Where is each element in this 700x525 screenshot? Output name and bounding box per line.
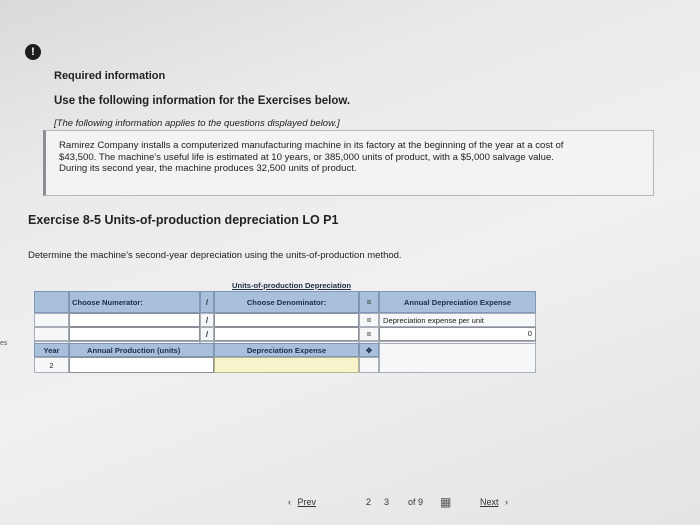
required-information-heading: Required information <box>54 70 166 82</box>
equals-op-2: = <box>359 327 379 341</box>
problem-line-3: During its second year, the machine produces 32,500 units of product. <box>59 163 357 174</box>
problem-line-2: $43,500. The machine's useful life is estimated at 10 years, or 385,000 units of product, with a $5,000 salvage value. <box>59 151 554 163</box>
next-label: Next <box>480 497 499 507</box>
depreciation-table <box>34 279 536 375</box>
use-following-heading: Use the following information for the Exercises below. <box>54 95 351 107</box>
side-tab: es <box>0 340 8 347</box>
grid-icon[interactable]: ▦ <box>440 495 452 509</box>
equals-op-1: = <box>359 313 379 327</box>
numerator-input-1[interactable] <box>69 313 200 327</box>
expense-header: Depreciation Expense <box>214 343 359 357</box>
next-button[interactable] <box>480 497 508 507</box>
chevron-right-icon: › <box>505 497 509 507</box>
year-value: 2 <box>34 357 69 373</box>
units-header: Annual Production (units) <box>69 343 214 357</box>
move-cursor-icon: ✥ <box>359 343 379 357</box>
prev-label: Prev <box>297 497 317 507</box>
year-row-end <box>359 357 379 373</box>
header-spacer <box>34 291 69 313</box>
numerator-header: Choose Numerator: <box>69 291 200 313</box>
units-input[interactable] <box>69 357 214 373</box>
prev-button[interactable] <box>288 497 316 507</box>
exercise-title: Exercise 8-5 Units-of-production depreciation LO P1 <box>28 213 339 227</box>
alert-icon: ! <box>25 44 41 60</box>
instruction-text: Determine the machine's second-year depreciation using the units-of-production method. <box>28 250 402 261</box>
denominator-input-1[interactable] <box>214 313 359 327</box>
row2-spacer <box>34 327 69 341</box>
result-value: 0 <box>379 327 536 341</box>
equals-header: = <box>359 291 379 313</box>
chevron-left-icon: ‹ <box>288 497 291 507</box>
problem-info-box <box>43 130 654 196</box>
page-this: 3 <box>384 497 390 507</box>
denominator-input-2[interactable] <box>214 327 359 341</box>
page-of: of 9 <box>408 497 424 507</box>
numerator-input-2[interactable] <box>69 327 200 341</box>
problem-line-1: Ramirez Company installs a computerized manufacturing machine in its factory at the beginning of the year at a cost of <box>59 140 564 151</box>
expense-input[interactable] <box>214 357 359 373</box>
table-title: Units-of-production Depreciation <box>232 280 351 290</box>
result-header: Annual Depreciation Expense <box>379 291 536 313</box>
result-sub-label: Depreciation expense per unit <box>379 313 536 327</box>
divide-op-2: / <box>200 327 214 341</box>
following-applies-note: [The following information applies to the questions displayed below.] <box>54 118 340 129</box>
denominator-header: Choose Denominator: <box>214 291 359 313</box>
page-current[interactable]: 2 <box>366 497 372 507</box>
year-row-spacer <box>379 343 536 373</box>
divide-header: / <box>200 291 214 313</box>
row1-spacer <box>34 313 69 327</box>
divide-op-1: / <box>200 313 214 327</box>
year-header: Year <box>34 343 69 357</box>
